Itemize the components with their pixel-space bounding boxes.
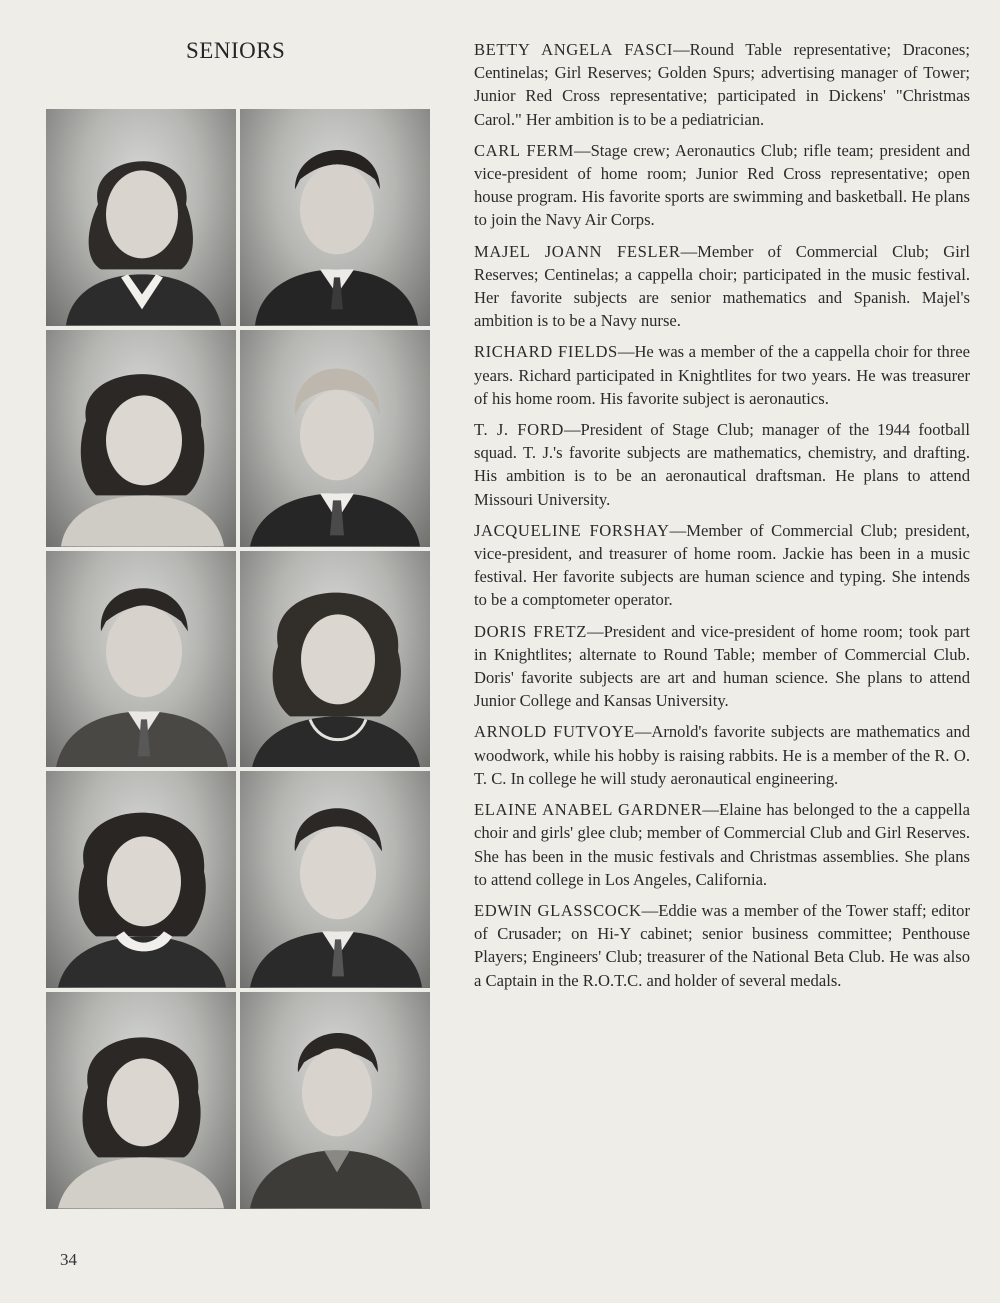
student-name: ELAINE ANABEL GARDNER [474,800,703,820]
portrait-silhouette [46,330,236,547]
portrait-photo [44,549,238,770]
biography-entry [474,38,970,131]
biography-text: —Round Table representative; Dracones; Centinelas; Girl Reserves; Golden Spurs; advertising manager of Tower; Junior Red Cross representative; participated in Dickens' "Christmas Carol." Her ambition is to be a pediatrician. [474,40,971,129]
portrait-photo [44,769,238,990]
portrait-photo [44,990,238,1211]
portrait-photo [238,769,432,990]
biography-entry [474,899,970,992]
portrait-grid [44,107,432,1211]
biography-text: —Elaine has belonged to the a cappella choir and girls' glee club; member of Commercial Club and Girl Reserves. She has been in the music festivals and Christmas assemblies. She plans to attend college in Los Angeles, California. [474,800,970,889]
portrait-silhouette [240,771,430,988]
portrait-silhouette [46,109,236,326]
student-name: EDWIN GLASSCOCK [474,900,642,920]
biography-text: —Member of Commercial Club; Girl Reserves; Centinelas; a cappella choir; participated in the music festival. Her favorite subjects are senior mathematics and Spanish. Majel's ambition is to be a Navy nurse. [474,241,970,331]
portrait-silhouette [240,551,430,768]
page-number: 34 [60,1250,77,1269]
student-name: CARL FERM [474,140,574,160]
biography-entry [474,340,970,410]
portrait-silhouette [240,109,430,326]
biography-text: —Arnold's favorite subjects are mathematics and woodwork, while his hobby is raising rabbits. He is a member of the R. O. T. C. In college he will study aeronautical engineering. [474,722,970,788]
biography-text: —Member of Commercial Club; president, vice-president, and treasurer of home room. Jackie has been in a music festival. Her favorite subjects are human science and typing. She intends to be a comptometer operator. [474,520,970,610]
biography-entry [474,519,970,612]
biography-text: —Eddie was a member of the Tower staff; editor of Crusader; on Hi-Y cabinet; senior business committee; Penthouse Players; Engineers' Club; treasurer of the National Beta Club. He was also a Captain in the R.O.T.C. and holder of several medals. [474,900,970,990]
student-name: JACQUELINE FORSHAY [474,520,670,540]
portrait-silhouette [240,330,430,547]
portrait-silhouette [46,551,236,768]
portrait-photo [238,328,432,549]
student-name: RICHARD FIELDS [474,342,618,362]
student-name: BETTY ANGELA FASCI [474,40,674,59]
portrait-silhouette [46,992,236,1209]
biography-entry [474,139,970,232]
portrait-photo [238,107,432,328]
portrait-silhouette [240,992,430,1209]
senior-biographies [474,38,970,1000]
portrait-photo [44,328,238,549]
biography-entry [474,240,970,333]
biography-text: —President of Stage Club; manager of the 1944 football squad. T. J.'s favorite subjects are mathematics, chemistry, and drafting. His ambition is to be an aeronautical draftsman. He plans to attend Missouri University. [474,420,970,509]
biography-text: —President and vice-president of home room; took part in Knightlites; alternate to Round Table; member of Commercial Club. Doris' favorite subjects are art and human science. She plans to attend Junior College and Kansas University. [474,621,970,711]
portrait-silhouette [46,771,236,988]
student-name: T. J. FORD [474,420,564,440]
biography-entry [474,418,970,511]
portrait-photo [44,107,238,328]
student-name: DORIS FRETZ [474,621,587,641]
student-name: MAJEL JOANN FESLER [474,241,681,261]
biography-text: —He was a member of the a cappella choir for three years. Richard participated in Knightlites for two years. He was treasurer of his home room. His favorite subject is aeronautics. [474,342,971,408]
student-name: ARNOLD FUTVOYE [474,722,635,742]
biography-entry [474,798,970,891]
biography-entry [474,720,970,790]
biography-text: —Stage crew; Aeronautics Club; rifle team; president and vice-president of home room; Junior Red Cross representative; open house program. His favorite sports are swimming and basketball. He plans to join the Navy Air Corps. [474,140,970,230]
biography-entry [474,620,970,713]
page-title: SENIORS [186,38,286,63]
portrait-photo [238,990,432,1211]
portrait-photo [238,549,432,770]
